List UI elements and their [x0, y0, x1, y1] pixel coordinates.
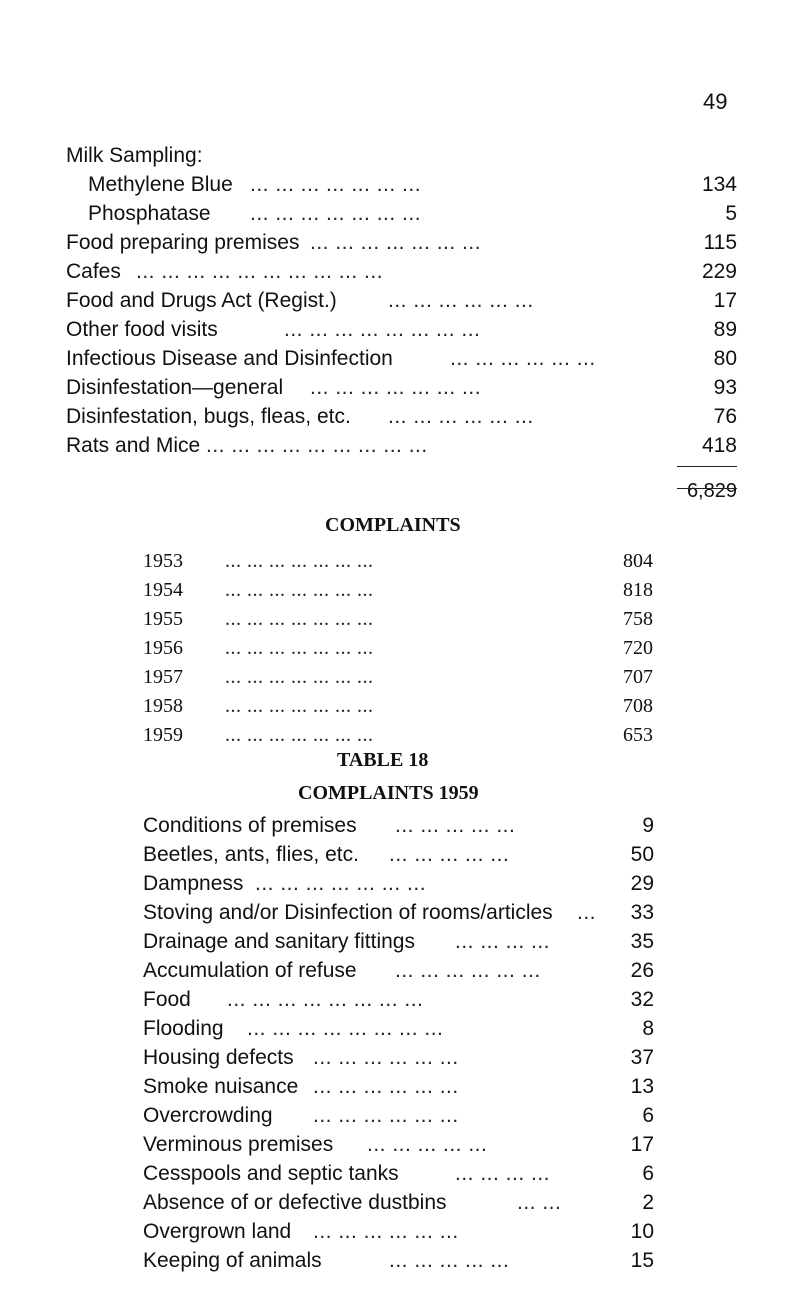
complaints-title: COMPLAINTS — [325, 514, 461, 536]
table-row — [143, 1217, 654, 1247]
year-row — [143, 546, 653, 576]
table-row — [143, 1130, 654, 1160]
row-label: Overgrown land — [143, 1220, 292, 1243]
leader-dots: ... ... ... ... ... ... ... ... ... ... — [136, 260, 384, 283]
row-label: Disinfestation—general — [66, 376, 284, 399]
year-label: 1953 — [143, 550, 183, 572]
row-label: Housing defects — [143, 1046, 294, 1069]
leader-dots: ... ... ... ... ... ... — [313, 1075, 459, 1098]
inspection-row — [66, 402, 737, 432]
row-value: 418 — [701, 434, 737, 457]
row-value: 76 — [713, 405, 737, 428]
row-label: Food and Drugs Act (Regist.) — [66, 289, 337, 312]
row-value: 15 — [630, 1249, 654, 1272]
year-row — [143, 575, 653, 605]
row-value: 17 — [630, 1133, 654, 1156]
row-label: Smoke nuisance — [143, 1075, 299, 1098]
year-row — [143, 604, 653, 634]
row-label: Absence of or defective dustbins — [143, 1191, 447, 1214]
year-value: 653 — [623, 724, 653, 746]
row-value: 37 — [630, 1046, 654, 1069]
leader-dots: ... ... ... ... ... — [395, 814, 516, 837]
row-value: 17 — [713, 289, 737, 312]
row-label: Cesspools and septic tanks — [143, 1162, 399, 1185]
row-value: 8 — [642, 1017, 654, 1040]
year-label: 1956 — [143, 637, 183, 659]
year-value: 758 — [623, 608, 653, 630]
year-label: 1957 — [143, 666, 183, 688]
leader-dots: ... ... ... ... ... ... ... ... ... — [206, 434, 428, 457]
table-row — [143, 1072, 654, 1102]
row-label: Phosphatase — [88, 202, 211, 225]
row-label: Rats and Mice — [66, 434, 201, 457]
leader-dots: ... ... ... ... ... ... ... — [255, 872, 427, 895]
row-label: Keeping of animals — [143, 1249, 322, 1272]
row-label: Food preparing premises — [66, 231, 300, 254]
year-value: 708 — [623, 695, 653, 717]
row-label: Conditions of premises — [143, 814, 357, 837]
leader-dots: ... ... — [517, 1191, 562, 1214]
year-label: 1958 — [143, 695, 183, 717]
leader-dots: ... ... ... ... ... ... — [313, 1104, 459, 1127]
total-value: 6,829 — [686, 480, 737, 502]
table-18-title: COMPLAINTS 1959 — [298, 782, 479, 804]
leader-dots: ... ... ... ... ... ... — [450, 347, 596, 370]
row-label: Overcrowding — [143, 1104, 273, 1127]
row-label: Accumulation of refuse — [143, 959, 357, 982]
leader-dots: ... ... ... ... ... ... — [313, 1220, 459, 1243]
row-value: 134 — [701, 173, 737, 196]
table-row — [143, 869, 654, 899]
row-value: 5 — [725, 202, 737, 225]
row-value: 50 — [630, 843, 654, 866]
table-row — [143, 1043, 654, 1073]
leader-dots: ... — [577, 901, 597, 924]
row-label: Methylene Blue — [88, 173, 233, 196]
leader-dots: ... ... ... ... ... ... ... — [225, 637, 374, 659]
table-row — [143, 1159, 654, 1189]
leader-dots: ... ... ... ... ... ... ... — [225, 608, 374, 630]
table-row — [143, 927, 654, 957]
row-label: Other food visits — [66, 318, 218, 341]
row-value: 32 — [630, 988, 654, 1011]
leader-dots: ... ... ... ... ... ... — [388, 405, 534, 428]
leader-dots: ... ... ... ... ... ... ... — [250, 202, 422, 225]
row-value: 10 — [630, 1220, 654, 1243]
leader-dots: ... ... ... ... ... ... ... ... — [227, 988, 424, 1011]
year-label: 1954 — [143, 579, 183, 601]
leader-dots: ... ... ... ... ... ... ... — [310, 231, 482, 254]
leader-dots: ... ... ... ... ... — [389, 1249, 510, 1272]
leader-dots: ... ... ... ... ... — [389, 843, 510, 866]
total-rule-bottom — [677, 488, 737, 489]
leader-dots: ... ... ... ... ... ... — [388, 289, 534, 312]
year-row — [143, 720, 653, 750]
row-label: Flooding — [143, 1017, 224, 1040]
inspection-row — [66, 286, 737, 316]
row-label: Dampness — [143, 872, 244, 895]
row-value: 6 — [642, 1104, 654, 1127]
table-row — [143, 985, 654, 1015]
table-row — [143, 811, 654, 841]
row-label: Infectious Disease and Disinfection — [66, 347, 393, 370]
row-value: 26 — [630, 959, 654, 982]
row-value: 6 — [642, 1162, 654, 1185]
leader-dots: ... ... ... ... ... ... ... — [310, 376, 482, 399]
leader-dots: ... ... ... ... — [455, 930, 551, 953]
row-label: Drainage and sanitary fittings — [143, 930, 415, 953]
leader-dots: ... ... ... ... ... ... — [313, 1046, 459, 1069]
leader-dots: ... ... ... ... ... ... ... — [225, 724, 374, 746]
inspection-row — [66, 257, 737, 287]
leader-dots: ... ... ... ... — [455, 1162, 551, 1185]
page-number: 49 — [703, 89, 728, 114]
table-18-label: TABLE 18 — [337, 749, 429, 771]
inspection-row — [88, 199, 737, 229]
inspection-row — [66, 344, 737, 374]
table-row — [143, 898, 654, 928]
table-row — [143, 840, 654, 870]
row-value: 80 — [713, 347, 737, 370]
table-row — [143, 956, 654, 986]
table-row — [143, 1246, 654, 1276]
row-value: 229 — [701, 260, 737, 283]
inspection-row — [66, 315, 737, 345]
leader-dots: ... ... ... ... ... ... ... — [225, 579, 374, 601]
year-label: 1955 — [143, 608, 183, 630]
leader-dots: ... ... ... ... ... ... ... ... — [284, 318, 481, 341]
row-label: Beetles, ants, flies, etc. — [143, 843, 359, 866]
year-label: 1959 — [143, 724, 183, 746]
year-value: 707 — [623, 666, 653, 688]
total-rule-top — [677, 466, 737, 467]
row-label: Disinfestation, bugs, fleas, etc. — [66, 405, 351, 428]
year-value: 720 — [623, 637, 653, 659]
leader-dots: ... ... ... ... ... ... ... — [225, 550, 374, 572]
leader-dots: ... ... ... ... ... ... ... — [250, 173, 422, 196]
table-row — [143, 1101, 654, 1131]
row-value: 89 — [713, 318, 737, 341]
year-row — [143, 691, 653, 721]
leader-dots: ... ... ... ... ... ... — [395, 959, 541, 982]
year-row — [143, 633, 653, 663]
inspection-row — [66, 431, 737, 461]
inspection-row — [66, 373, 737, 403]
row-label: Cafes — [66, 260, 121, 283]
leader-dots: ... ... ... ... ... ... ... — [225, 695, 374, 717]
year-row — [143, 662, 653, 692]
year-value: 818 — [623, 579, 653, 601]
row-value: 9 — [642, 814, 654, 837]
inspection-row — [66, 228, 737, 258]
row-value: 35 — [630, 930, 654, 953]
row-value: 2 — [642, 1191, 654, 1214]
table-row — [143, 1188, 654, 1218]
row-label: Food — [143, 988, 191, 1011]
inspection-row — [88, 170, 737, 200]
row-value: 13 — [630, 1075, 654, 1098]
row-value: 29 — [630, 872, 654, 895]
row-label: Verminous premises — [143, 1133, 334, 1156]
table-row — [143, 1014, 654, 1044]
leader-dots: ... ... ... ... ... ... ... — [225, 666, 374, 688]
row-value: 115 — [703, 231, 737, 254]
leader-dots: ... ... ... ... ... — [367, 1133, 488, 1156]
row-label: Stoving and/or Disinfection of rooms/articles — [143, 901, 553, 924]
year-value: 804 — [623, 550, 653, 572]
row-value: 93 — [713, 376, 737, 399]
milk-sampling-heading: Milk Sampling: — [66, 144, 203, 167]
row-value: 33 — [630, 901, 654, 924]
leader-dots: ... ... ... ... ... ... ... ... — [247, 1017, 444, 1040]
